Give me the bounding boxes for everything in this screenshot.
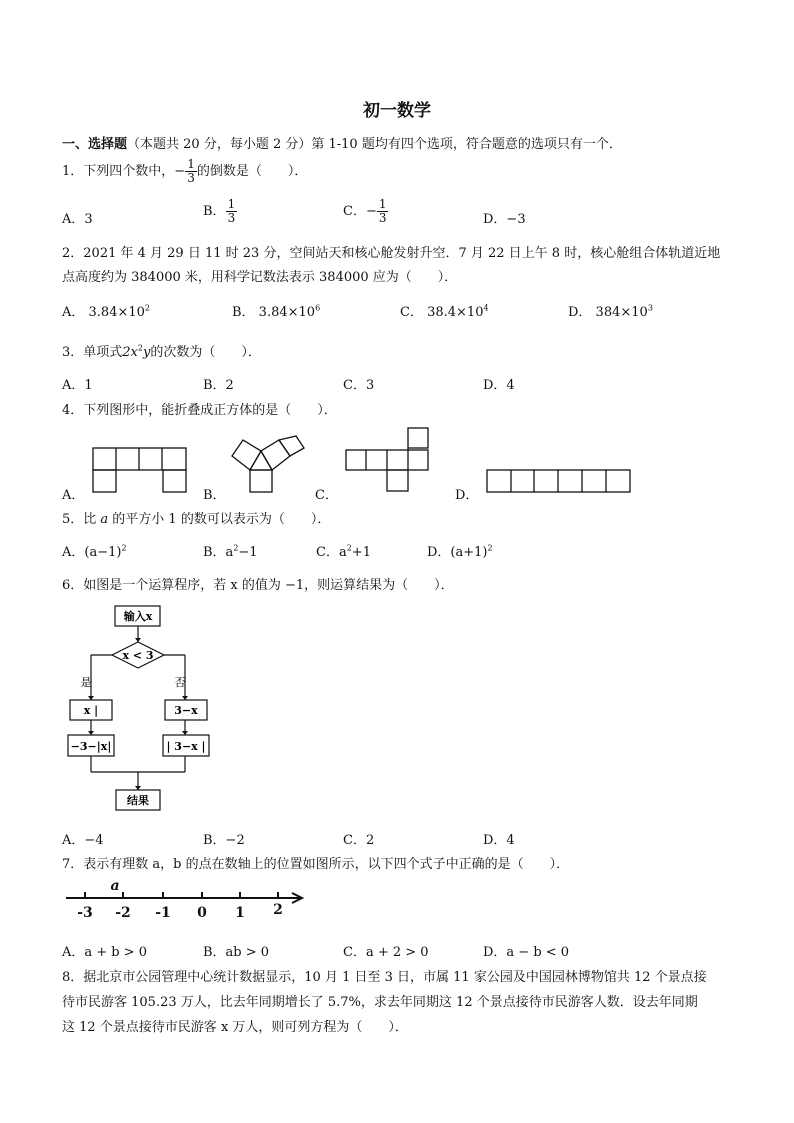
q6-option-c: C．2	[343, 833, 375, 848]
q5-var: a	[100, 512, 109, 527]
q5-b-text: B．a	[203, 545, 234, 560]
q5-a-text: A．(a−1)	[62, 545, 122, 560]
q1-b-den: 3	[227, 211, 236, 225]
q5-option-c	[316, 541, 371, 560]
q1-option-b	[203, 198, 237, 225]
q5-b-exp: 2	[233, 543, 239, 553]
q2-option-b	[232, 301, 320, 320]
q1-stem-a: 1．下列四个数中，	[62, 164, 175, 179]
axis-tick-label: -3	[77, 905, 93, 921]
axis-tick-label: -1	[155, 905, 171, 921]
q1-frac-den: 3	[187, 171, 195, 185]
q7-option-c: C．a + 2 > 0	[343, 945, 429, 960]
question-6-stem: 6．如图是一个运算程序，若 x 的值为 −1，则运算结果为（ ）．	[62, 578, 454, 593]
axis-a-label: a	[110, 878, 120, 894]
q5-stem-a: 5．比	[62, 512, 101, 527]
q3-option-b: B．2	[203, 378, 234, 393]
q5-d-exp: 2	[487, 543, 493, 553]
q6-option-d: D．4	[483, 833, 515, 848]
flow-right-2-text: | 3−x |	[166, 740, 206, 753]
flow-no-text: 否	[174, 676, 186, 689]
q2-c-text: C． 38.4×10	[400, 305, 484, 320]
q6-option-b: B．−2	[203, 833, 245, 848]
q4-option-c: C．	[315, 488, 338, 503]
q3-expr: 2x	[122, 345, 138, 360]
q1-c-den: 3	[378, 211, 387, 225]
q4-option-d: D．	[455, 488, 479, 503]
q1-b-label: B．	[203, 204, 226, 219]
question-2-line1: 2．2021 年 4 月 29 日 11 时 23 分，空间站天和核心舱发射升空．7 月 22 日上午 8 时，核心舱组合体轨道近地	[62, 246, 721, 261]
q1-c-label: C．−	[343, 204, 377, 219]
q7-option-a: A．a + b > 0	[62, 945, 148, 960]
q6-flowchart	[60, 600, 220, 818]
q3-option-a: A．1	[62, 378, 93, 393]
section-heading	[62, 133, 622, 152]
q4-net-c	[346, 428, 428, 491]
question-4-stem: 4．下列图形中，能折叠成正方体的是（ ）．	[62, 403, 337, 418]
q2-b-exp: 6	[315, 303, 321, 313]
q2-d-exp: 3	[647, 303, 653, 313]
q5-stem-b: 的平方小 1 的数可以表示为（ ）．	[108, 512, 331, 527]
axis-tick-label: 2	[273, 902, 283, 918]
q4-option-b: B．	[203, 488, 226, 503]
q7-option-d: D．a − b < 0	[483, 945, 570, 960]
q4-net-d	[487, 470, 630, 492]
question-7-stem: 7．表示有理数 a，b 的点在数轴上的位置如图所示，以下四个式子中正确的是（ ）．	[62, 857, 570, 872]
axis-tick-label: 1	[235, 905, 245, 921]
q3-expr-y: y	[142, 345, 151, 360]
q3-option-d: D．4	[483, 378, 515, 393]
axis-tick-label: 0	[197, 905, 207, 921]
section-desc: （本题共 20 分，每小题 2 分）第 1-10 题均有四个选项，符合题意的选项只有一个．	[127, 137, 622, 152]
flow-input-text: 输入x	[123, 610, 153, 623]
q1-c-num: 1	[378, 197, 387, 211]
flow-yes-text: 是	[80, 676, 92, 689]
question-8-line3: 这 12 个景点接待市民游客 x 万人，则可列方程为（ ）．	[62, 1020, 408, 1035]
q1-b-num: 1	[227, 197, 236, 211]
q5-option-d	[427, 541, 493, 560]
q1-option-d: D．−3	[483, 212, 526, 227]
q5-c-exp: 2	[346, 543, 352, 553]
q1-frac-num: 1	[187, 157, 195, 171]
q5-d-text: D．(a+1)	[427, 545, 488, 560]
q2-a-exp: 2	[144, 303, 150, 313]
question-8-line2: 待市民游客 105.23 万人，比去年同期增长了 5.7%，求去年同期这 12 个景点接待市民游客人数．设去年同期	[62, 995, 698, 1010]
flow-left-2-text: −3−|x|	[70, 740, 112, 753]
q2-c-exp: 4	[483, 303, 489, 313]
q2-option-a	[62, 301, 150, 320]
q1-option-a: A．3	[62, 212, 93, 227]
flow-left-1-text: x |	[83, 704, 99, 717]
q5-a-exp: 2	[121, 543, 127, 553]
q7-number-line	[60, 876, 320, 924]
flow-cond-text: x < 3	[122, 649, 154, 662]
q4-option-a: A．	[62, 488, 85, 503]
q2-d-text: D． 384×10	[568, 305, 648, 320]
q2-option-d	[568, 301, 653, 320]
q3-stem-b: 的次数为（ ）．	[150, 345, 261, 360]
q5-c-tail: +1	[351, 545, 371, 560]
q1-c-fraction	[377, 198, 389, 225]
axis-tick-label: -2	[115, 905, 131, 921]
flow-result-text: 结果	[127, 794, 149, 807]
flow-right-1-text: 3−x	[174, 704, 198, 717]
q2-b-text: B． 3.84×10	[232, 305, 316, 320]
q6-option-a: A．−4	[62, 833, 104, 848]
q5-c-text: C．a	[316, 545, 347, 560]
q4-figures	[0, 420, 794, 500]
section-label: 一、选择题	[62, 137, 128, 152]
question-1-stem	[62, 158, 307, 185]
q4-net-b	[232, 436, 304, 492]
q2-a-text: A． 3.84×10	[62, 305, 145, 320]
q5-option-b	[203, 541, 258, 560]
q4-net-a	[93, 448, 186, 492]
question-5-stem	[62, 508, 330, 527]
q2-option-c	[400, 301, 489, 320]
question-8-line1: 8．据北京市公园管理中心统计数据显示，10 月 1 日至 3 日，市属 11 家公园及中国园林博物馆共 12 个景点接	[62, 970, 707, 985]
q1-neg: −	[174, 164, 186, 179]
q1-option-c	[343, 198, 388, 225]
q7-option-b: B．ab > 0	[203, 945, 270, 960]
page-title: 初一数学	[363, 101, 431, 121]
q1-fraction	[185, 158, 197, 185]
q3-option-c: C．3	[343, 378, 375, 393]
q3-stem-a: 3．单项式	[62, 345, 123, 360]
q3-expr-exp: 2	[137, 343, 143, 353]
q5-b-tail: −1	[238, 545, 258, 560]
q1-stem-b: 的倒数是（ ）．	[196, 164, 308, 179]
question-3-stem	[62, 341, 261, 360]
question-2-line2: 点高度约为 384000 米，用科学记数法表示 384000 应为（ ）．	[62, 270, 458, 285]
q1-b-fraction	[226, 198, 238, 225]
q5-option-a	[62, 541, 127, 560]
